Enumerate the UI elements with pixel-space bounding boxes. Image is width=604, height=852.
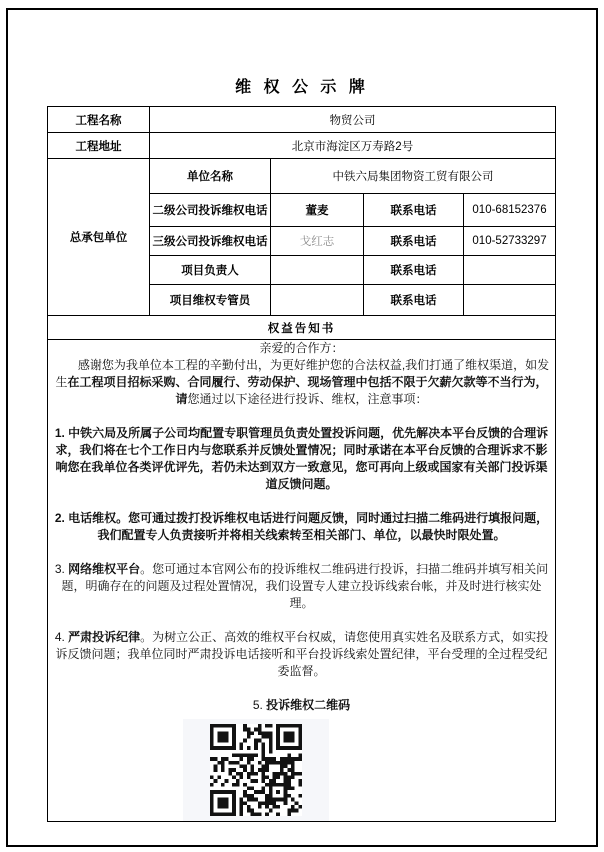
project-address-label: 工程地址 [48,133,150,159]
level3-phone-label: 联系电话 [364,227,464,256]
rights-officer-phone-number [464,285,556,316]
rights-officer-label: 项目维权专管员 [150,285,271,316]
unit-name-label: 单位名称 [150,159,271,194]
level2-phone-label: 联系电话 [364,194,464,227]
contractor-label: 总承包单位 [48,159,150,316]
level2-phone-number: 010-68152376 [464,194,556,227]
project-name-label: 工程名称 [48,107,150,133]
level3-phone-number: 010-52733297 [464,227,556,256]
notice-paragraph: 感谢您为我单位本工程的辛勤付出，为更好维护您的合法权益,我们打通了维权渠道，如发生在工程项目招标采购、合同履行、劳动保护、现场管理中包括不限于欠薪欠款等不当行为，请您通过以下途径进行投诉、维权，注意事项： [53,358,550,406]
level2-hotline-label: 二级公司投诉维权电话 [150,194,271,227]
notice-paragraph: 4. 严肃投诉纪律。为树立公正、高效的维权平台权威，请您使用真实姓名及联系方式，如实投诉反馈问题；我单位同时严肃投诉电话接听和平台投诉线索处置纪律，平台受理的全过程受纪委监督。 [54,630,549,678]
project-manager-label: 项目负责人 [150,256,271,285]
project-manager-name [271,256,364,285]
notice-paragraph: 5. 投诉维权二维码 [252,698,351,712]
qr-code-container [183,719,329,821]
notice-paragraph: 亲爱的合作方： [259,341,344,355]
table-row [48,159,556,194]
rights-officer-phone-label: 联系电话 [364,285,464,316]
notice-body [50,340,553,714]
project-address-value: 北京市海淀区万寿路2号 [150,133,556,159]
notice-paragraph: 1. 中铁六局及所属子公司均配置专职管理员负责处置投诉问题，优先解决本平台反馈的合理诉求，我们将在七个工作日内与您联系并反馈处置情况；同时承诺在本平台反馈的合理诉求不影响您在我单位各类评优评先，若仍未达到双方一致意见，您可再向上级或国家有关部门投诉渠道反馈问题。 [54,426,549,491]
table-row [48,133,556,159]
unit-name-value: 中铁六局集团物资工贸有限公司 [271,159,556,194]
table-row [48,316,556,340]
project-manager-phone-label: 联系电话 [364,256,464,285]
notice-body-cell [48,340,556,822]
page-title: 维 权 公 示 牌 [235,79,369,96]
table-row [48,340,556,822]
complaint-qr-code-image [210,724,302,816]
notice-paragraph: 3. 网络维权平台。您可通过本官网公布的投诉维权二维码进行投诉，扫描二维码并填写相关问题，明确存在的问题及过程处置情况，我们设置专人建立投诉线索台帐，并及时进行核实处理。 [54,562,549,610]
rights-info-table [47,106,556,822]
project-name-value: 物贸公司 [150,107,556,133]
notice-header: 权益告知书 [48,316,556,340]
table-row [48,107,556,133]
level3-contact-name: 戈红志 [271,227,364,256]
notice-paragraph: 2. 电话维权。您可通过拨打投诉维权电话进行问题反馈，同时通过扫描二维码进行填报问题，我们配置专人负责接听并将相关线索转至相关部门、单位，以最快时限处置。 [54,511,549,542]
level2-contact-name: 董麦 [271,194,364,227]
project-manager-phone-number [464,256,556,285]
rights-officer-name [271,285,364,316]
level3-hotline-label: 三级公司投诉维权电话 [150,227,271,256]
